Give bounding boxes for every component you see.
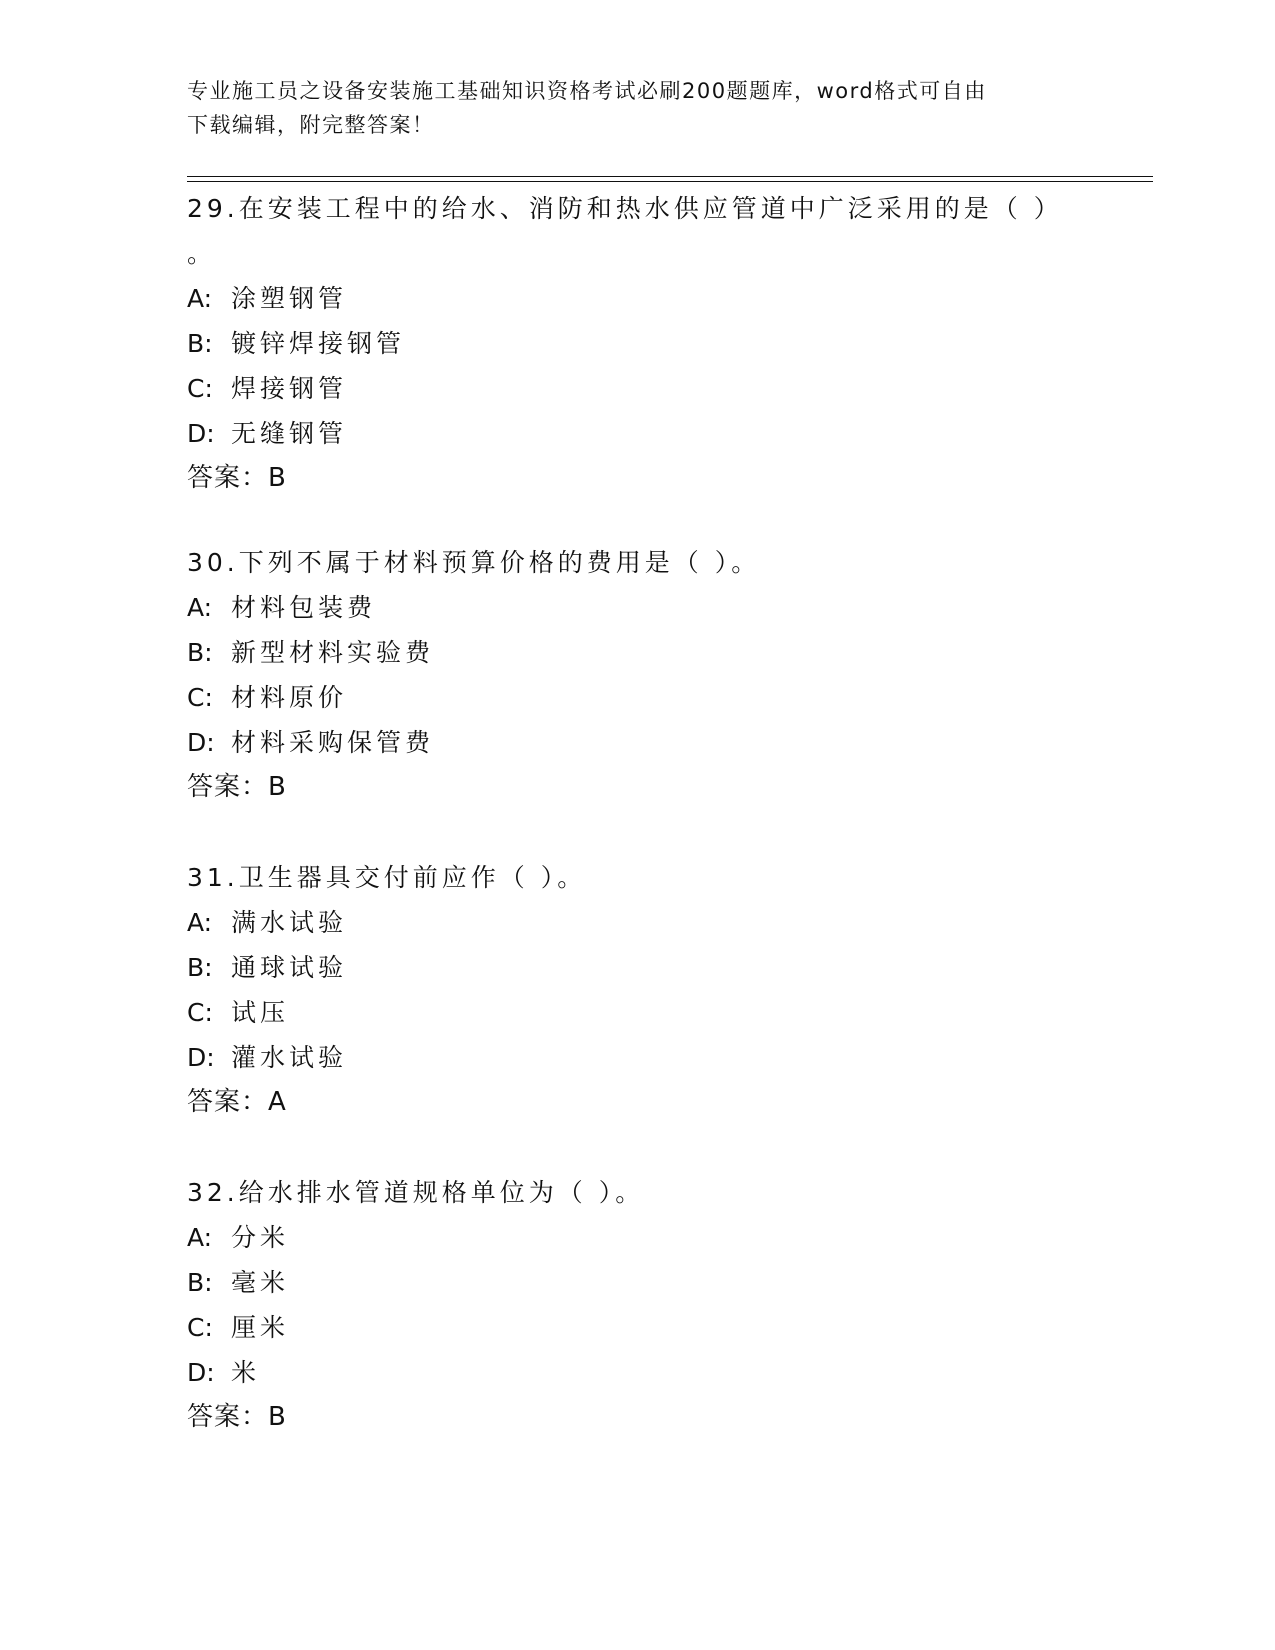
answer-line [187,456,1153,501]
option-text: 试压 [231,998,290,1027]
option-d [187,1350,1153,1395]
header-divider-top [187,176,1153,177]
option-letter: B: [187,1268,213,1297]
answer-line [187,1080,1153,1125]
option-letter: C: [187,683,213,712]
option-text: 镀锌焊接钢管 [231,329,406,358]
option-letter: A: [187,593,213,622]
question-stem: 29.在安装工程中的给水、消防和热水供应管道中广泛采用的是（ ） [187,194,1063,223]
question-30 [187,540,1153,810]
question-stem-continuation: 。 [187,239,213,268]
answer-value: B [268,772,286,802]
option-letter: A: [187,1223,213,1252]
question-stem: 30.下列不属于材料预算价格的费用是（ ）。 [187,548,761,577]
answer-line [187,1395,1153,1440]
option-text: 毫米 [231,1268,290,1297]
option-text: 材料原价 [231,683,348,712]
question-32 [187,1170,1153,1440]
answer-value: A [268,1087,286,1117]
option-letter: B: [187,953,213,982]
option-d [187,411,1153,456]
option-text: 厘米 [231,1313,290,1342]
answer-line [187,765,1153,810]
option-text: 满水试验 [231,908,348,937]
question-31 [187,855,1153,1125]
option-letter: C: [187,1313,213,1342]
option-text: 米 [231,1358,261,1387]
option-text: 分米 [231,1223,290,1252]
option-c [187,366,1153,411]
option-letter: A: [187,908,213,937]
option-letter: D: [187,728,215,757]
option-c [187,990,1153,1035]
option-c [187,675,1153,720]
option-letter: C: [187,374,213,403]
document-header [187,74,1067,142]
question-stem: 31.卫生器具交付前应作（ ）。 [187,863,587,892]
option-b [187,630,1153,675]
option-a [187,1215,1153,1260]
answer-label: 答案： [187,1402,269,1432]
option-letter: D: [187,1358,215,1387]
answer-label: 答案： [187,463,269,493]
option-letter: C: [187,998,213,1027]
header-line-2: 下载编辑，附完整答案！ [187,113,435,137]
answer-value: B [268,1402,286,1432]
option-text: 通球试验 [231,953,348,982]
header-line-1: 专业施工员之设备安装施工基础知识资格考试必刷200题题库，word格式可自由 [187,79,987,103]
option-d [187,1035,1153,1080]
header-divider-bottom [187,181,1153,182]
option-b [187,1260,1153,1305]
answer-label: 答案： [187,772,269,802]
option-text: 焊接钢管 [231,374,348,403]
option-letter: D: [187,419,215,448]
question-29 [187,186,1153,501]
option-d [187,720,1153,765]
option-c [187,1305,1153,1350]
option-text: 无缝钢管 [231,419,348,448]
question-stem: 32.给水排水管道规格单位为（ ）。 [187,1178,645,1207]
option-b [187,945,1153,990]
option-letter: D: [187,1043,215,1072]
option-text: 材料采购保管费 [231,728,435,757]
answer-label: 答案： [187,1087,269,1117]
option-text: 涂塑钢管 [231,284,348,313]
option-text: 灌水试验 [231,1043,348,1072]
option-a [187,276,1153,321]
answer-value: B [268,463,286,493]
option-a [187,585,1153,630]
option-b [187,321,1153,366]
option-letter: B: [187,638,213,667]
option-text: 新型材料实验费 [231,638,435,667]
option-a [187,900,1153,945]
option-letter: B: [187,329,213,358]
option-text: 材料包装费 [231,593,377,622]
option-letter: A: [187,284,213,313]
